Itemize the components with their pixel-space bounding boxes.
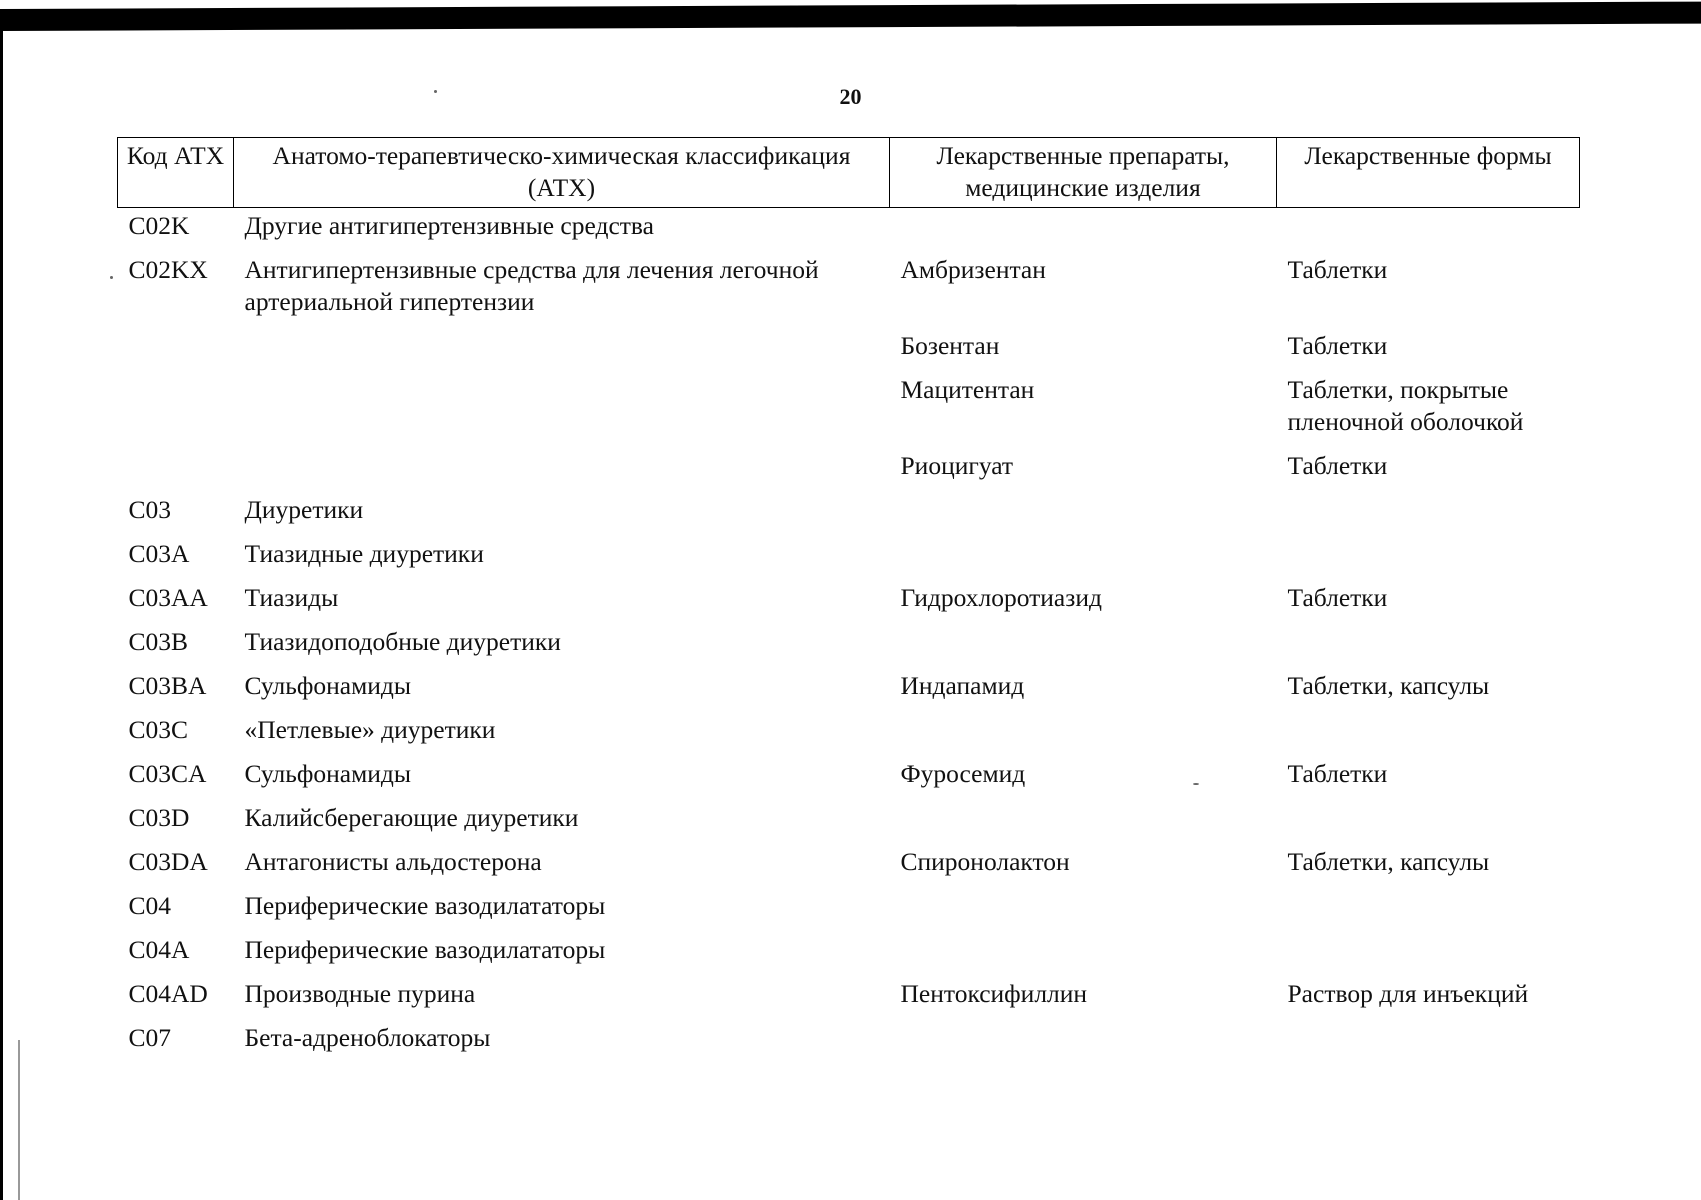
cell-classification: Другие антигипертензивные средства — [244, 211, 654, 240]
cell-code — [118, 374, 234, 450]
cell-code: C03D — [128, 803, 190, 832]
page-number: 20 — [839, 84, 862, 109]
cell-code: C02K — [128, 211, 190, 240]
cell-form — [1277, 494, 1580, 538]
cell-classification: Производные пурина — [244, 979, 476, 1008]
scan-border-left — [0, 28, 3, 1200]
cell-form — [1277, 626, 1580, 670]
cell-code: C04 — [128, 891, 172, 920]
cell-code: C03C — [128, 715, 189, 744]
cell-code: C04A — [128, 935, 190, 964]
table-row — [118, 582, 1580, 626]
cell-code: C03BA — [128, 671, 207, 700]
header-classification: Анатомо-терапевтическо-химическая классификация (АТХ) — [234, 138, 890, 208]
cell-code — [118, 330, 234, 374]
cell-classification: Тиазиды — [244, 583, 339, 612]
cell-form: Таблетки — [1287, 451, 1388, 480]
scan-speck — [18, 1040, 20, 1200]
cell-form — [1277, 1022, 1580, 1066]
cell-drug: Фуросемид — [900, 759, 1026, 788]
table-row — [118, 208, 1580, 255]
table-row — [118, 934, 1580, 978]
cell-form: Таблетки — [1287, 759, 1388, 788]
cell-drug — [890, 538, 1277, 582]
cell-code — [118, 450, 234, 494]
cell-drug — [890, 208, 1277, 255]
table-row — [118, 846, 1580, 890]
cell-classification: Сульфонамиды — [244, 759, 411, 788]
cell-classification: Периферические вазодилататоры — [244, 935, 606, 964]
cell-classification: Антигипертензивные средства для лечения легочной артериальной гипертензии — [244, 255, 819, 316]
cell-form: Таблетки, капсулы — [1287, 671, 1490, 700]
cell-form: Таблетки, покрытые пленочной оболочкой — [1287, 375, 1524, 436]
header-drugs: Лекарственные препараты, медицинские изделия — [890, 138, 1277, 208]
cell-drug — [890, 626, 1277, 670]
cell-drug: Спиронолактон — [900, 847, 1070, 876]
table-row — [118, 254, 1580, 330]
cell-classification: Тиазидоподобные диуретики — [244, 627, 561, 656]
table-row — [118, 450, 1580, 494]
table-row — [118, 670, 1580, 714]
table-row — [118, 1022, 1580, 1066]
cell-classification: Сульфонамиды — [244, 671, 411, 700]
cell-drug: Бозентан — [900, 331, 1000, 360]
table-row — [118, 978, 1580, 1022]
cell-form: Таблетки — [1287, 331, 1388, 360]
cell-drug — [890, 802, 1277, 846]
table-body — [118, 208, 1580, 1067]
cell-drug — [890, 714, 1277, 758]
cell-code: C03B — [128, 627, 189, 656]
table-row — [118, 802, 1580, 846]
table-row — [118, 538, 1580, 582]
cell-code: C03AA — [128, 583, 208, 612]
cell-classification: Бета-адреноблокаторы — [244, 1023, 491, 1052]
cell-classification — [234, 330, 890, 374]
cell-code: C03A — [128, 539, 190, 568]
cell-code: C04AD — [128, 979, 208, 1008]
table-row — [118, 374, 1580, 450]
cell-drug: Пентоксифиллин — [900, 979, 1088, 1008]
cell-classification — [234, 374, 890, 450]
cell-classification: Диуретики — [244, 495, 364, 524]
table-row — [118, 714, 1580, 758]
cell-classification: Антагонисты альдостерона — [244, 847, 542, 876]
table-row — [118, 494, 1580, 538]
header-row — [118, 138, 1580, 208]
cell-form — [1277, 934, 1580, 978]
table-header — [118, 138, 1580, 208]
cell-form: Раствор для инъекций — [1287, 979, 1529, 1008]
cell-form — [1277, 890, 1580, 934]
atx-table — [117, 137, 1580, 1066]
cell-form: Таблетки — [1287, 583, 1388, 612]
cell-code: C02KX — [128, 255, 208, 284]
cell-form — [1277, 714, 1580, 758]
cell-drug — [890, 934, 1277, 978]
cell-drug: Гидрохлоротиазид — [900, 583, 1102, 612]
header-code: Код АТХ — [118, 138, 234, 208]
cell-form — [1277, 802, 1580, 846]
cell-drug: Риоцигуат — [900, 451, 1014, 480]
cell-code: C03CA — [128, 759, 207, 788]
cell-classification: Калийсберегающие диуретики — [244, 803, 579, 832]
table-row — [118, 330, 1580, 374]
cell-form — [1277, 208, 1580, 255]
scan-speck — [1193, 783, 1199, 785]
cell-form: Таблетки, капсулы — [1287, 847, 1490, 876]
cell-drug: Амбризентан — [900, 255, 1046, 284]
cell-drug: Мацитентан — [900, 375, 1035, 404]
cell-form: Таблетки — [1287, 255, 1388, 284]
header-forms: Лекарственные формы — [1277, 138, 1580, 208]
cell-classification: «Петлевые» диуретики — [244, 715, 496, 744]
cell-classification — [234, 450, 890, 494]
cell-classification: Периферические вазодилататоры — [244, 891, 606, 920]
cell-drug — [890, 1022, 1277, 1066]
table-row — [118, 626, 1580, 670]
table-row — [118, 758, 1580, 802]
cell-code: C03 — [128, 495, 172, 524]
cell-drug — [890, 890, 1277, 934]
cell-form — [1277, 538, 1580, 582]
cell-drug — [890, 494, 1277, 538]
cell-code: C07 — [128, 1023, 172, 1052]
scan-speck — [110, 276, 113, 279]
cell-code: C03DA — [128, 847, 208, 876]
table-row — [118, 890, 1580, 934]
scan-speck — [434, 90, 437, 93]
cell-drug: Индапамид — [900, 671, 1025, 700]
cell-classification: Тиазидные диуретики — [244, 539, 484, 568]
